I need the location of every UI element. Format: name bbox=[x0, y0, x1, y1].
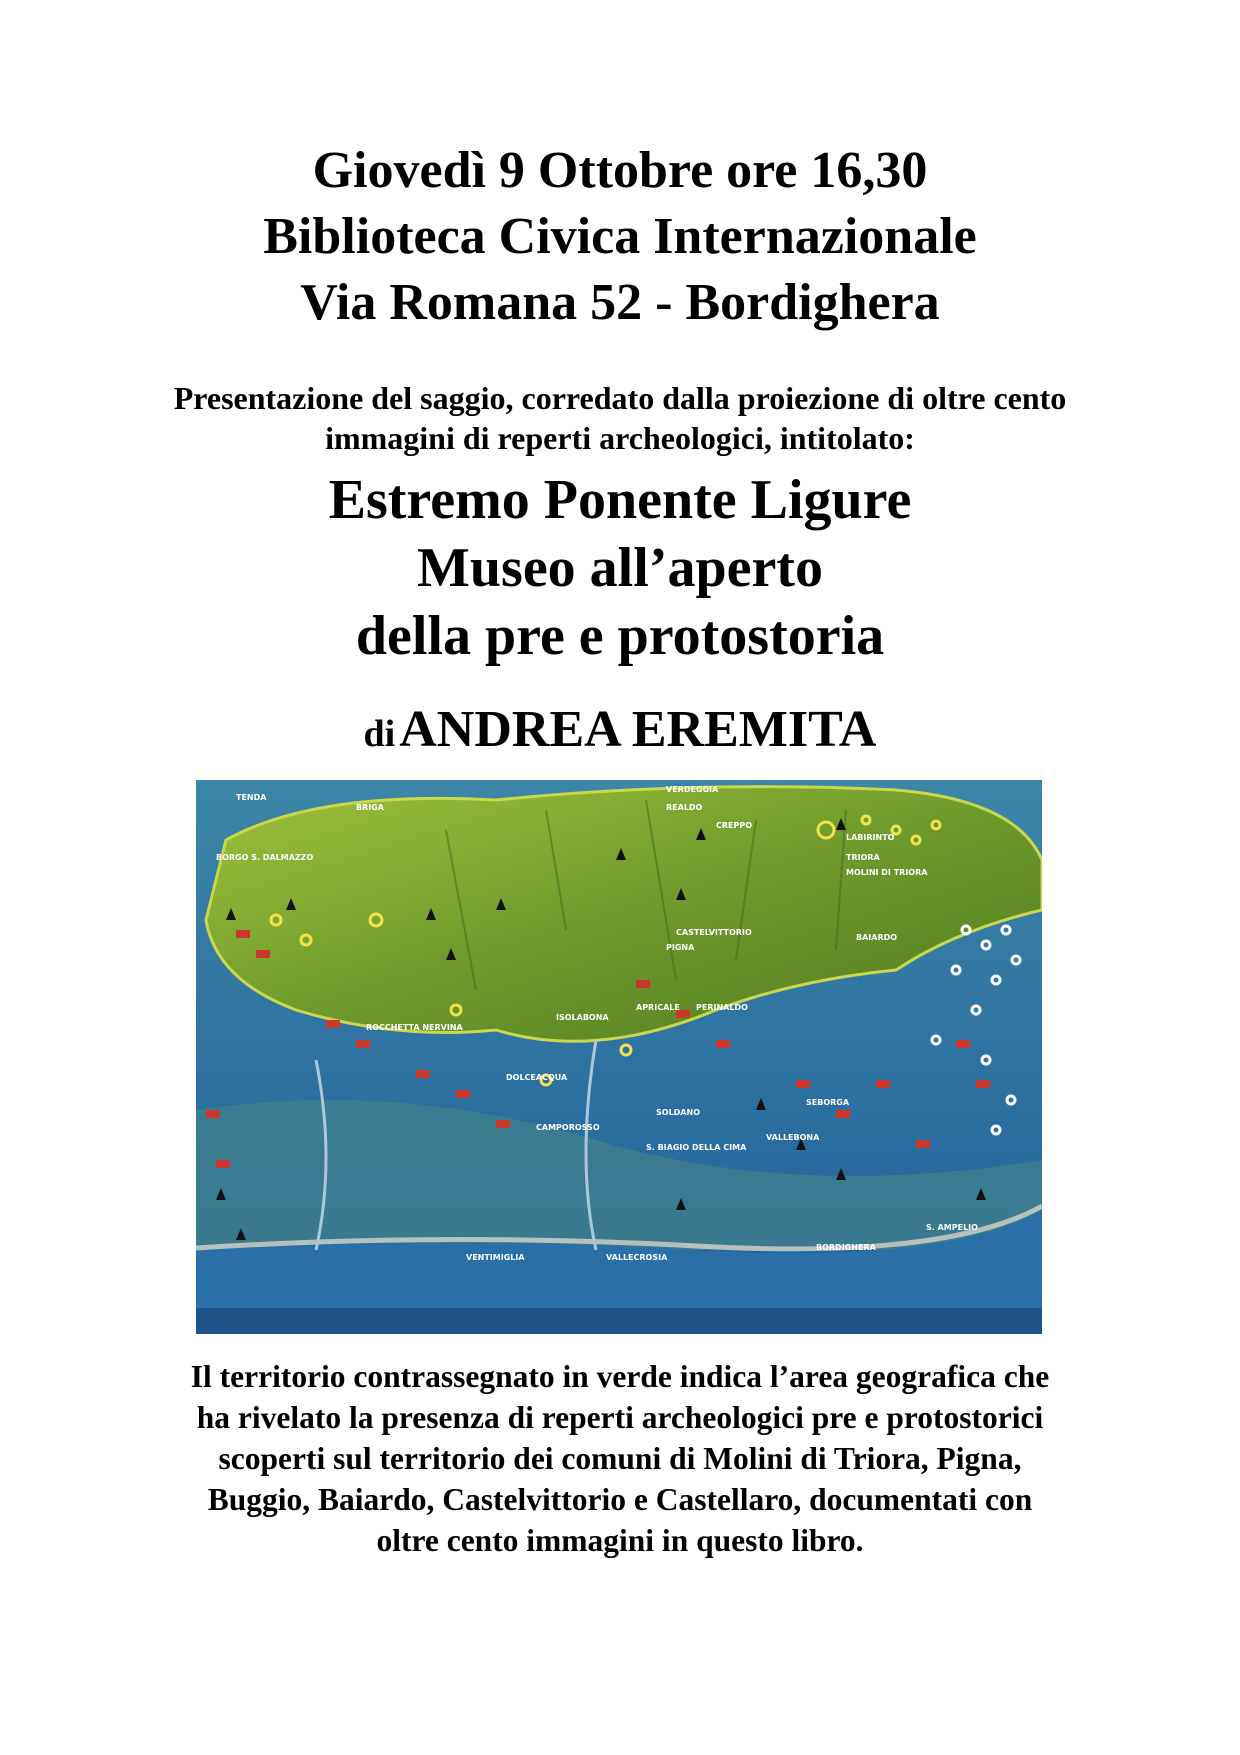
map-place-label: VALLECROSIA bbox=[606, 1253, 668, 1262]
map-place-label: PERINALDO bbox=[696, 1003, 748, 1012]
map-place-label: S. BIAGIO DELLA CIMA bbox=[646, 1143, 747, 1152]
map-place-label: BAIARDO bbox=[856, 933, 898, 942]
map-place-label: ROCCHETTA NERVINA bbox=[366, 1023, 463, 1032]
intro-line-2: immagini di reperti archeologici, intitolato: bbox=[325, 420, 915, 456]
map-place-label: ISOLABONA bbox=[556, 1013, 609, 1022]
author-line bbox=[0, 700, 1240, 772]
author-prefix: di bbox=[363, 713, 396, 755]
book-title bbox=[0, 466, 1240, 670]
map-place-label: MOLINI DI TRIORA bbox=[846, 868, 928, 877]
map-legend-strip bbox=[196, 1308, 1042, 1334]
caption-line-5: oltre cento immagini in questo libro. bbox=[376, 1523, 864, 1558]
caption-line-3: scoperti sul territorio dei comuni di Molini di Triora, Pigna, bbox=[218, 1441, 1022, 1476]
author-name: ANDREA EREMITA bbox=[399, 701, 877, 758]
map-place-label: PIGNA bbox=[666, 943, 695, 952]
presentation-intro bbox=[0, 378, 1240, 458]
map-place-label: VALLEBONA bbox=[766, 1133, 820, 1142]
map-place-label: TENDA bbox=[236, 793, 267, 802]
map-place-label: REALDO bbox=[666, 803, 703, 812]
map-place-label: VENTIMIGLIA bbox=[466, 1253, 525, 1262]
caption-line-4: Buggio, Baiardo, Castelvittorio e Castellaro, documentati con bbox=[207, 1482, 1033, 1517]
map-place-label: S. AMPELIO bbox=[926, 1223, 978, 1232]
archaeological-map-image bbox=[196, 780, 1042, 1334]
map-place-label: CASTELVITTORIO bbox=[676, 928, 752, 937]
map-caption bbox=[0, 1356, 1240, 1561]
map-place-label: LABIRINTO bbox=[846, 833, 895, 842]
caption-line-1: Il territorio contrassegnato in verde indica l’area geografica che bbox=[190, 1359, 1050, 1394]
map-place-label: BRIGA bbox=[356, 803, 384, 812]
map-place-label: SOLDANO bbox=[656, 1108, 700, 1117]
event-heading bbox=[0, 138, 1240, 336]
book-title-line-3: della pre e protostoria bbox=[355, 605, 885, 667]
book-title-line-2: Museo all’aperto bbox=[417, 537, 823, 599]
map-place-label: BORDIGHERA bbox=[816, 1243, 876, 1252]
caption-line-2: ha rivelato la presenza di reperti archeologici pre e protostorici bbox=[196, 1400, 1044, 1435]
map-place-label: DOLCEACQUA bbox=[506, 1073, 568, 1082]
map-place-label: CAMPOROSSO bbox=[536, 1123, 600, 1132]
map-place-label: CREPPO bbox=[716, 821, 753, 830]
map-place-label: TRIORA bbox=[846, 853, 880, 862]
map-place-label: BORGO S. DALMAZZO bbox=[216, 853, 314, 862]
intro-line-1: Presentazione del saggio, corredato dalla proiezione di oltre cento bbox=[173, 380, 1067, 416]
map-place-label: APRICALE bbox=[636, 1003, 680, 1012]
event-venue: Biblioteca Civica Internazionale bbox=[263, 208, 977, 265]
map-place-label: VERDEGGIA bbox=[666, 785, 719, 794]
book-title-line-1: Estremo Ponente Ligure bbox=[328, 469, 912, 531]
event-address: Via Romana 52 - Bordighera bbox=[300, 274, 940, 331]
map-place-label: SEBORGA bbox=[806, 1098, 850, 1107]
event-date: Giovedì 9 Ottobre ore 16,30 bbox=[312, 142, 928, 199]
map-svg bbox=[196, 780, 1042, 1334]
